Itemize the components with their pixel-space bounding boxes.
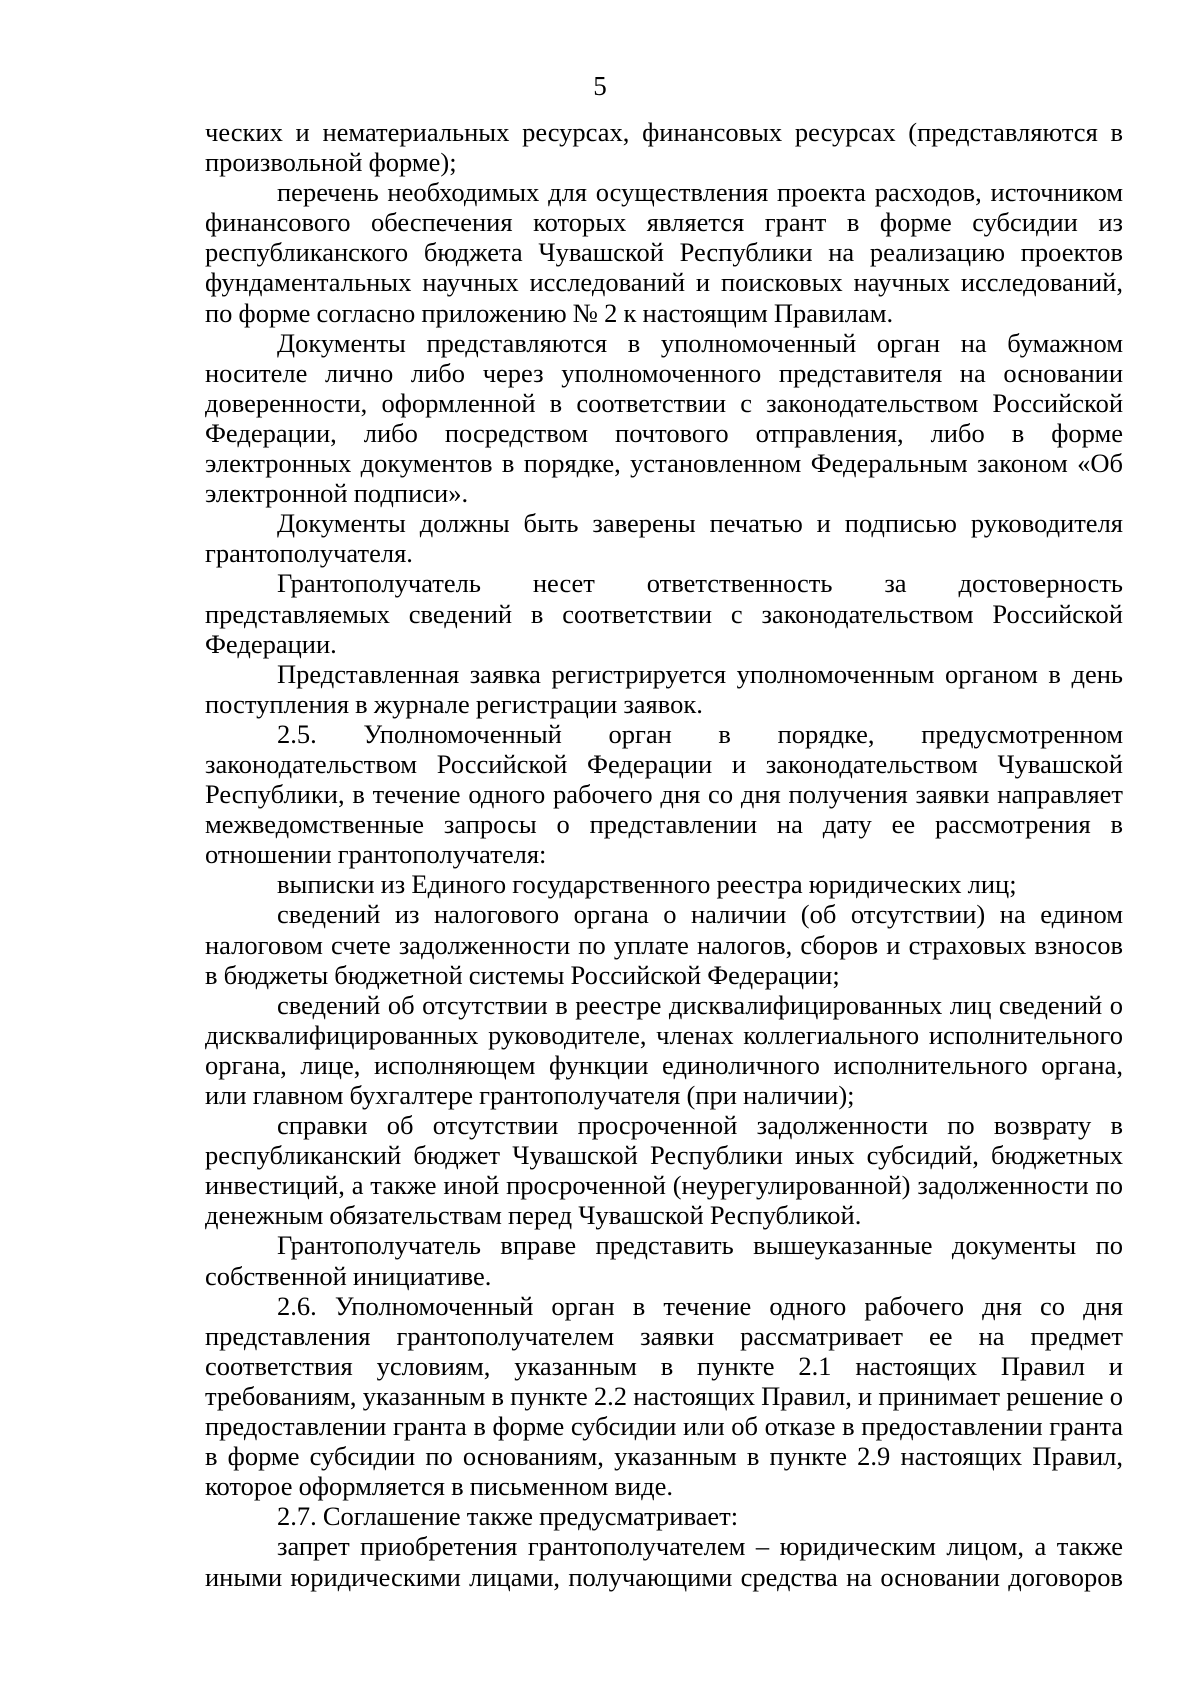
- paragraph-5: Грантополучатель несет ответственность за достоверность представляемых сведений в соответствии с законодательством Российской Федерации.: [205, 568, 1123, 659]
- paragraph-9: сведений из налогового органа о наличии (об отсутствии) на едином налоговом счете задолженности по уплате налогов, сборов и страховых взносов в бюджеты бюджетной системы Российской Федерации;: [205, 899, 1123, 990]
- page-number: 5: [593, 71, 607, 101]
- paragraph-3: Документы представляются в уполномоченный орган на бумажном носителе лично либо через уполномоченного представителя на основании доверенности, оформленной в соответствии с законодательством Российской Федерации, либо посредством почтового отправления, либо в форме электронных документов в порядке, установленном Федеральным законом «Об электронной подписи».: [205, 327, 1123, 509]
- paragraph-4: Документы должны быть заверены печатью и подписью руководителя грантополучателя.: [205, 508, 1123, 569]
- paragraph-12: Грантополучатель вправе представить вышеуказанные документы по собственной инициативе.: [205, 1230, 1123, 1291]
- paragraph-10: сведений об отсутствии в реестре дисквалифицированных лиц сведений о дисквалифицированных руководителе, членах коллегиального исполнительного органа, лице, исполняющем функции единоличного исполнительного органа, или главном бухгалтере грантополучателя (при наличии);: [205, 989, 1123, 1110]
- paragraph-6: Представленная заявка регистрируется уполномоченным органом в день поступления в журнале регистрации заявок.: [205, 658, 1123, 719]
- paragraph-1: ческих и нематериальных ресурсах, финансовых ресурсах (представляются в произвольной форме);: [205, 117, 1123, 178]
- paragraph-7: 2.5. Уполномоченный орган в порядке, предусмотренном законодательством Российской Федерации и законодательством Чувашской Республики, в течение одного рабочего дня со дня получения заявки направляет межведомственные запросы о представлении на дату ее рассмотрения в отношении грантополучателя:: [205, 718, 1123, 870]
- paragraph-14: 2.7. Соглашение также предусматривает:: [277, 1501, 739, 1532]
- paragraph-15: запрет приобретения грантополучателем – юридическим лицом, а также иными юридическими лицами, получающими средства на основании договоров: [205, 1531, 1123, 1592]
- document-body: [205, 117, 1123, 1592]
- paragraph-2: перечень необходимых для осуществления проекта расходов, источником финансового обеспечения которых является грант в форме субсидии из республиканского бюджета Чувашской Республики на реализацию проектов фундаментальных научных исследований и поисковых научных исследований, по форме согласно приложению № 2 к настоящим Правилам.: [205, 177, 1123, 328]
- paragraph-13: 2.6. Уполномоченный орган в течение одного рабочего дня со дня представления грантополучателем заявки рассматривает ее на предмет соответствия условиям, указанным в пункте 2.1 настоящих Правил и требованиям, указанным в пункте 2.2 настоящих Правил, и принимает решение о предоставлении гранта в форме субсидии или об отказе в предоставлении гранта в форме субсидии по основаниям, указанным в пункте 2.9 настоящих Правил, которое оформляется в письменном виде.: [205, 1290, 1123, 1502]
- paragraph-11: справки об отсутствии просроченной задолженности по возврату в республиканский бюджет Чувашской Республики иных субсидий, бюджетных инвестиций, а также иной просроченной (неурегулированной) задолженности по денежным обязательствам перед Чувашской Республикой.: [205, 1110, 1123, 1231]
- paragraph-8: выписки из Единого государственного реестра юридических лиц;: [277, 869, 1017, 900]
